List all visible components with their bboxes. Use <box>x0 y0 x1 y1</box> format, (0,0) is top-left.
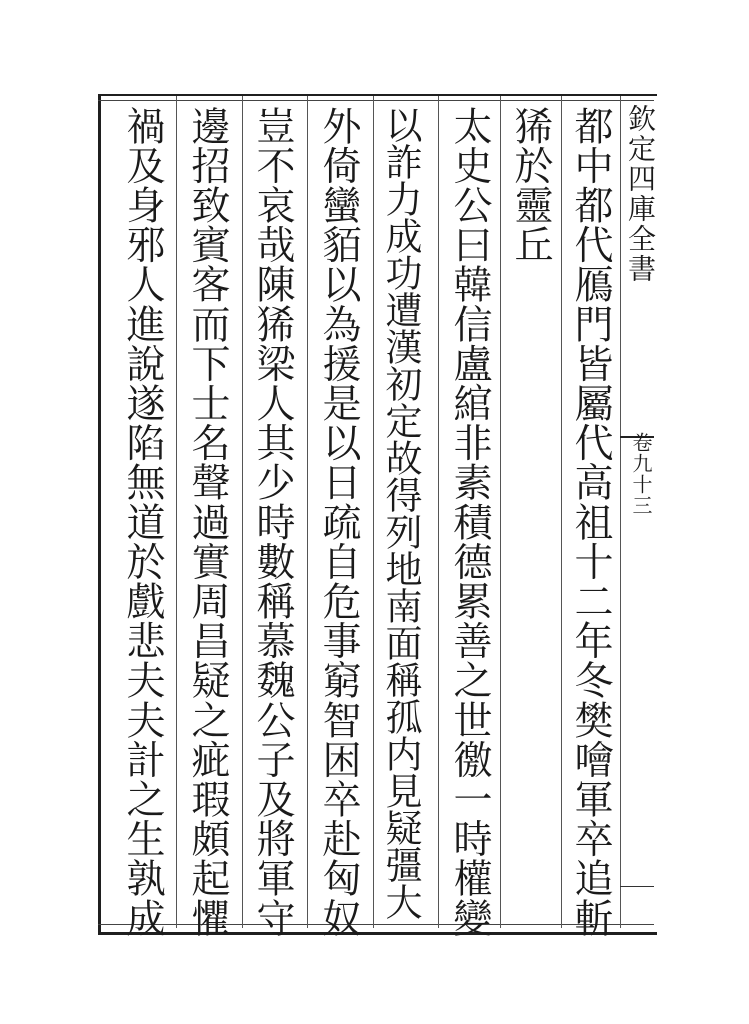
column-rule <box>373 96 374 928</box>
text-column-3: 太史公曰韓信盧綰非素積德累善之世徼一時權變 <box>447 106 492 938</box>
text-column-7: 邊招致賓客而下士名聲過實周昌疑之疵瑕頗起懼 <box>185 106 230 938</box>
margin-lower-line <box>620 886 654 887</box>
frame-inner-top-line <box>98 100 654 101</box>
text-column-2: 狶於靈丘 <box>508 106 553 265</box>
column-rule <box>561 96 562 928</box>
text-column-8: 禍及身邪人進說遂陷無道於戲悲夫夫計之生孰成 <box>120 106 165 938</box>
text-column-5: 外倚蠻貊以為援是以日疏自危事窮智困卒赴匈奴 <box>316 106 361 938</box>
column-rule <box>242 96 243 928</box>
text-column-6: 豈不哀哉陳狶梁人其少時數稱慕魏公子及將軍守 <box>250 106 295 938</box>
volume-number: 卷九十三 <box>629 432 653 516</box>
column-rule <box>307 96 308 928</box>
text-column-4: 以詐力成功遭漢初定故得列地南面稱孤内見疑彊大 <box>379 106 422 920</box>
column-rule <box>176 96 177 928</box>
column-rule <box>438 96 439 928</box>
text-column-1: 都中都代鴈門皆屬代高祖十二年冬樊噲軍卒追斬 <box>568 106 613 938</box>
column-rule <box>500 96 501 928</box>
book-title: 欽定四庫全書 <box>624 104 657 284</box>
